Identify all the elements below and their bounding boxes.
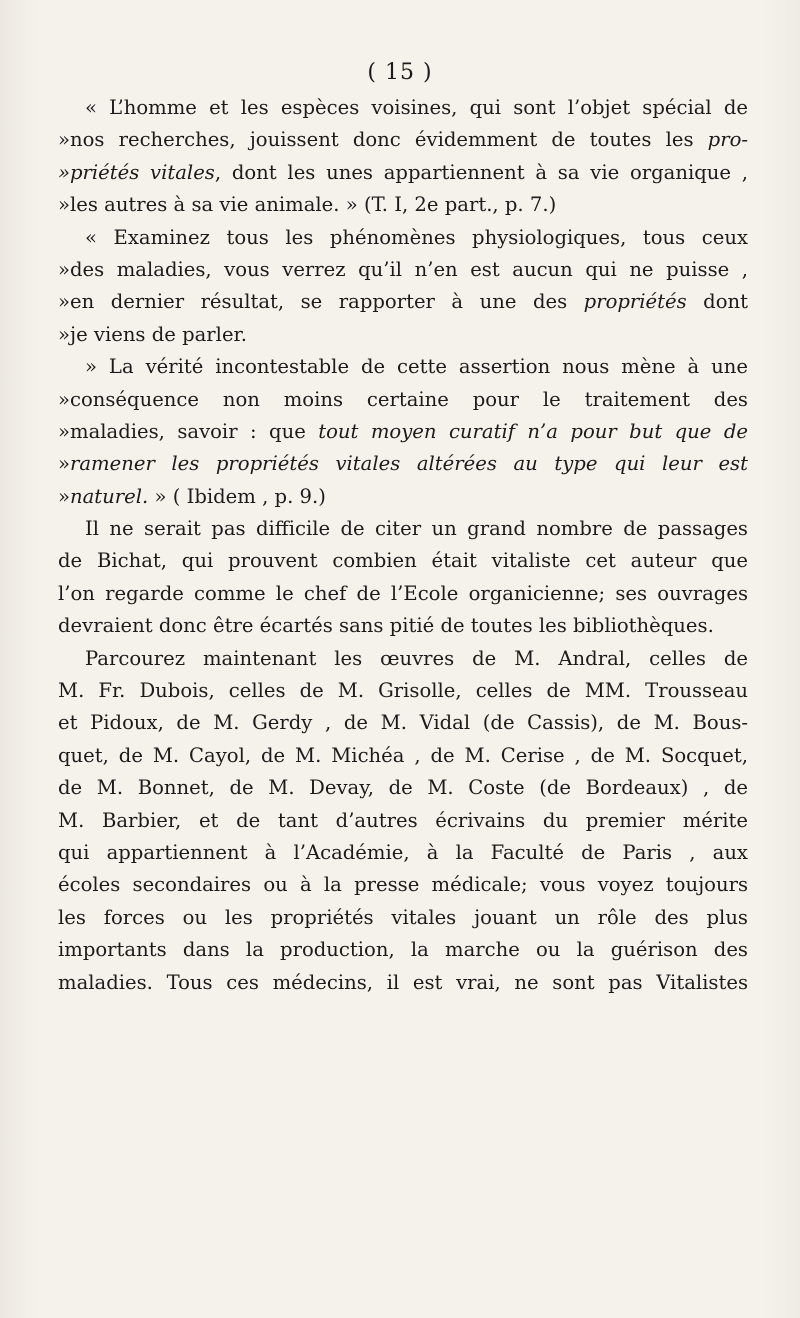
text-line [58,222,748,254]
text-line [58,286,748,318]
text-line [58,416,748,448]
text-segment: » [58,484,70,508]
text-segment: de Bichat, qui prouvent combien était vitaliste cet auteur que [58,549,748,573]
text-segment: »les autres à sa vie animale. » (T. I, 2e part., p. 7.) [58,193,557,217]
text-line [58,513,748,545]
text-segment: de M. Bonnet, de M. Devay, de M. Coste (de Bordeaux) , de [58,776,748,800]
text-line [58,319,748,351]
text-line [58,967,748,999]
text-line [58,740,748,772]
text-segment: » [58,452,70,476]
text-segment: »des maladies, vous verrez qu’il n’en est aucun qui ne puisse , [58,257,748,281]
text-line [58,545,748,577]
text-line [58,448,748,480]
text-line [58,805,748,837]
text-segment: les forces ou les propriétés vitales jouant un rôle des plus [58,905,748,929]
text-line [58,869,748,901]
text-segment: »maladies, savoir : que [58,419,319,443]
body-text [58,92,748,999]
text-line [58,837,748,869]
text-segment: écoles secondaires ou à la presse médicale; vous voyez toujours [58,873,748,897]
text-segment: M. Barbier, et de tant d’autres écrivains du premier mérite [58,808,748,832]
text-line [58,934,748,966]
text-segment: maladies. Tous ces médecins, il est vrai, ne sont pas Vitalistes [58,970,748,994]
text-line [58,157,748,189]
page-number: ( 15 ) [367,60,433,85]
text-segment: Parcourez maintenant les œuvres de M. Andral, celles de [85,646,748,670]
text-segment: quet, de M. Cayol, de M. Michéa , de M. Cerise , de M. Socquet, [58,743,748,767]
text-segment: « Examinez tous les phénomènes physiologiques, tous ceux [85,225,748,249]
text-line [58,772,748,804]
text-line [58,643,748,675]
text-segment: importants dans la production, la marche ou la guérison des [58,938,748,962]
text-segment: » La vérité incontestable de cette assertion nous mène à une [85,355,748,379]
italic-text: naturel. [70,484,149,508]
text-segment: »je viens de parler. [58,322,247,346]
text-line [58,351,748,383]
italic-text: tout moyen curatif n’a pour but que de [318,419,748,443]
text-segment: »en dernier résultat, se rapporter à une des [58,290,584,314]
italic-text: ramener les propriétés vitales altérées au type qui leur est [70,452,748,476]
text-line [58,254,748,286]
text-line [58,189,748,221]
text-line [58,578,748,610]
text-segment: »conséquence non moins certaine pour le traitement des [58,387,748,411]
text-line [58,902,748,934]
text-segment: » ( Ibidem , p. 9.) [148,484,326,508]
text-segment: « L’homme et les espèces voisines, qui sont l’objet spécial de [85,96,748,119]
text-segment: , dont les unes appartiennent à sa vie organique , [214,160,748,184]
text-line [58,384,748,416]
text-line [58,675,748,707]
text-line [58,481,748,513]
text-line [58,124,748,156]
text-segment: l’on regarde comme le chef de l’Ecole organicienne; ses ouvrages [58,581,748,605]
italic-text: »priétés vitales [58,160,215,184]
text-segment: »nos recherches, jouissent donc évidemment de toutes les [58,128,708,152]
italic-text: pro- [707,128,748,152]
text-segment: qui appartiennent à l’Académie, à la Faculté de Paris , aux [58,840,748,864]
italic-text: propriétés [583,290,687,314]
text-line [58,92,748,124]
text-segment: Il ne serait pas difficile de citer un grand nombre de passages [85,517,748,541]
text-segment: dont [686,290,748,314]
text-line [58,610,748,642]
text-segment: et Pidoux, de M. Gerdy , de M. Vidal (de Cassis), de M. Bous- [58,711,748,735]
text-segment: devraient donc être écartés sans pitié de toutes les bibliothèques. [58,614,714,638]
text-segment: M. Fr. Dubois, celles de M. Grisolle, celles de MM. Trousseau [58,679,748,703]
text-line [58,707,748,739]
